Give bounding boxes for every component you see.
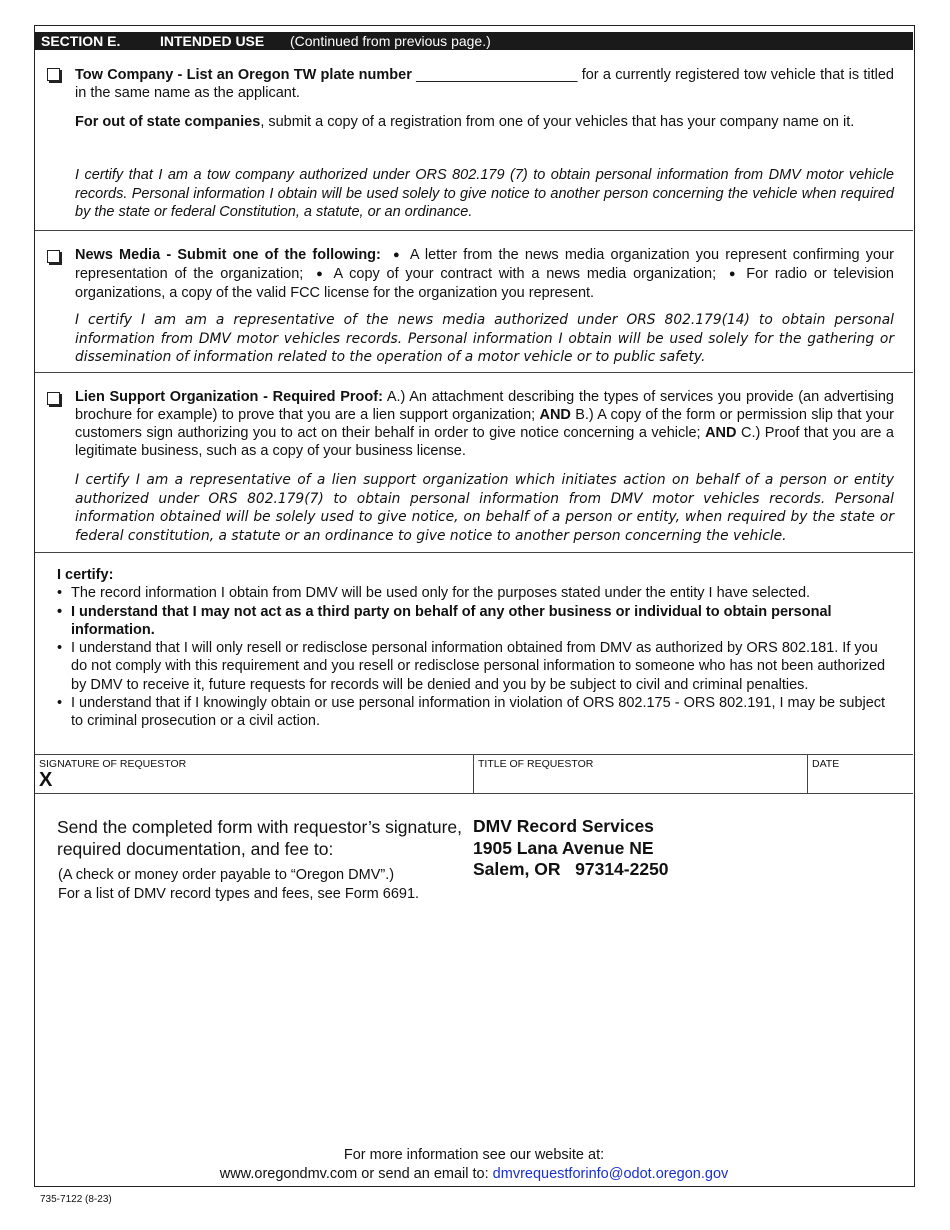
form-page xyxy=(34,25,915,1187)
news-certify-text: I certify I am am a representative of the news media authorized under ORS 802.179(14) to obtain personal information from DMV motor vehicles records. Personal information I obtain will be used solely for the gathering or dissemination of information related to the operation of a motor vehicle or to public safety. xyxy=(75,312,894,365)
news-media-paragraph: News Media - Submit one of the following: ● A letter from the news media organization you represent confirming your representation of the organization; ● A copy of your contract with a news media organization; ● For radio or television organizations, a copy of the valid FCC license for the organization you represent. xyxy=(75,247,894,301)
section-title: INTENDED USE xyxy=(160,33,265,49)
tow-oos-bold: For out of state companies xyxy=(75,114,261,130)
title-label: TITLE OF REQUESTOR xyxy=(478,758,594,770)
lien-support-paragraph xyxy=(75,388,894,460)
tow-company-heading: Tow Company - List an Oregon TW plate number xyxy=(75,67,412,83)
address-city: Salem, OR 97314-2250 xyxy=(473,859,669,879)
certify-section xyxy=(57,566,897,731)
certify-item: • The record information I obtain from DMV will be used only for the purposes stated under the entity I have selected. xyxy=(57,584,897,602)
lien-and-2: AND xyxy=(705,425,737,441)
lien-text-b: B.) A copy of the form or permission slip that your customers sign authorizing you to act on their behalf in order to give notice concerning a vehicle; xyxy=(75,407,894,441)
signature-x-mark: X xyxy=(39,769,53,791)
certify-item: • I understand that I may not act as a third party on behalf of any other business or individual to obtain personal information. xyxy=(57,603,897,640)
form-number: 735-7122 (8-23) xyxy=(40,1194,112,1205)
divider xyxy=(35,230,913,231)
news-media-heading: News Media - Submit one of the following: xyxy=(75,247,381,263)
mailing-address xyxy=(473,816,873,881)
address-name: DMV Record Services xyxy=(473,816,654,836)
news-item-3: For radio or television organizations, a copy of the valid FCC license for the organization you represent. xyxy=(75,266,894,301)
section-label: SECTION E. xyxy=(41,33,121,49)
certify-item: • I understand that if I knowingly obtain or use personal information in violation of ORS 802.175 - ORS 802.191, I may be subject to criminal prosecution or a civil action. xyxy=(57,694,897,731)
more-info-line2 xyxy=(35,1165,913,1184)
tow-company-paragraph xyxy=(75,66,894,102)
tow-oos-text: , submit a copy of a registration from one of your vehicles that has your company name on it. xyxy=(260,114,855,130)
lien-support-heading: Lien Support Organization - Required Proof: xyxy=(75,389,383,405)
tow-plate-blank[interactable]: ____________________ xyxy=(416,67,578,83)
signature-field[interactable] xyxy=(39,755,469,793)
website-text: www.oregondmv.com or send an email to: xyxy=(219,1166,493,1182)
more-info xyxy=(35,1146,913,1184)
send-notes xyxy=(58,866,468,903)
news-item-1: A letter from the news media organization you represent confirming your representation of the organization; xyxy=(75,247,894,282)
address-street: 1905 Lana Avenue NE xyxy=(473,837,654,858)
tow-oos-paragraph xyxy=(75,113,894,131)
lien-text-c: C.) Proof that you are a legitimate business, such as a copy of your business license. xyxy=(75,425,894,459)
certify-list xyxy=(57,584,897,730)
section-continued-note: (Continued from previous page.) xyxy=(290,33,491,49)
certify-item: • I understand that I will only resell or redisclose personal information obtained from DMV as authorized by ORS 802.181. If you do not comply with this requirement and you resell or redisclose personal information to someone who has not been authorized by DMV to receive it, future requests for records will be denied and you by be subject to civil and criminal penalties. xyxy=(57,639,897,694)
signature-row xyxy=(35,754,913,794)
lien-certify-text: I certify I am a representative of a lien support organization which initiates action on behalf of a person or entity authorized under ORS 802.179(7) to obtain personal information from DMV motor vehicles records. Personal information obtained will be solely used to give notice, on behalf of a person or entity, when required by the state or federal constitution, a statute or an ordinance to give notice to another person concerning the vehicle. xyxy=(75,472,894,544)
check-note: (A check or money order payable to “Oregon DMV”.) xyxy=(58,867,395,883)
title-field[interactable] xyxy=(473,755,808,793)
news-item-2: A copy of your contract with a news media organization; xyxy=(333,266,717,282)
certify-heading: I certify: xyxy=(57,567,114,583)
tow-certify-text: I certify that I am a tow company authorized under ORS 802.179 (7) to obtain personal information from DMV motor vehicle records. Personal information I obtain will be used solely to give notice to another person concerning the vehicle when required by the state or federal Constitution, a statute, or an ordinance. xyxy=(75,167,894,220)
tow-company-checkbox[interactable] xyxy=(47,68,60,81)
fees-note: For a list of DMV record types and fees, see Form 6691. xyxy=(58,885,420,902)
lien-and-1: AND xyxy=(539,407,571,423)
tow-company-text: for a currently registered tow vehicle that is titled in the same name as the applicant. xyxy=(75,67,894,101)
date-label: DATE xyxy=(812,758,840,770)
divider xyxy=(35,372,913,373)
section-header xyxy=(35,32,913,50)
signature-label: SIGNATURE OF REQUESTOR xyxy=(39,758,187,770)
date-field[interactable] xyxy=(807,755,916,793)
divider xyxy=(35,552,913,553)
news-media-checkbox[interactable] xyxy=(47,250,60,263)
send-instructions: Send the completed form with requestor’s signature, required documentation, and fee to: xyxy=(57,817,462,859)
more-info-line1: For more information see our website at: xyxy=(343,1147,605,1163)
lien-text-a: A.) An attachment describing the types of services you provide (an advertising brochure for example) to prove that you are a lien support organization; xyxy=(75,389,895,423)
lien-support-checkbox[interactable] xyxy=(47,392,60,405)
email-link[interactable]: dmvrequestforinfo@odot.oregon.gov xyxy=(492,1166,729,1182)
